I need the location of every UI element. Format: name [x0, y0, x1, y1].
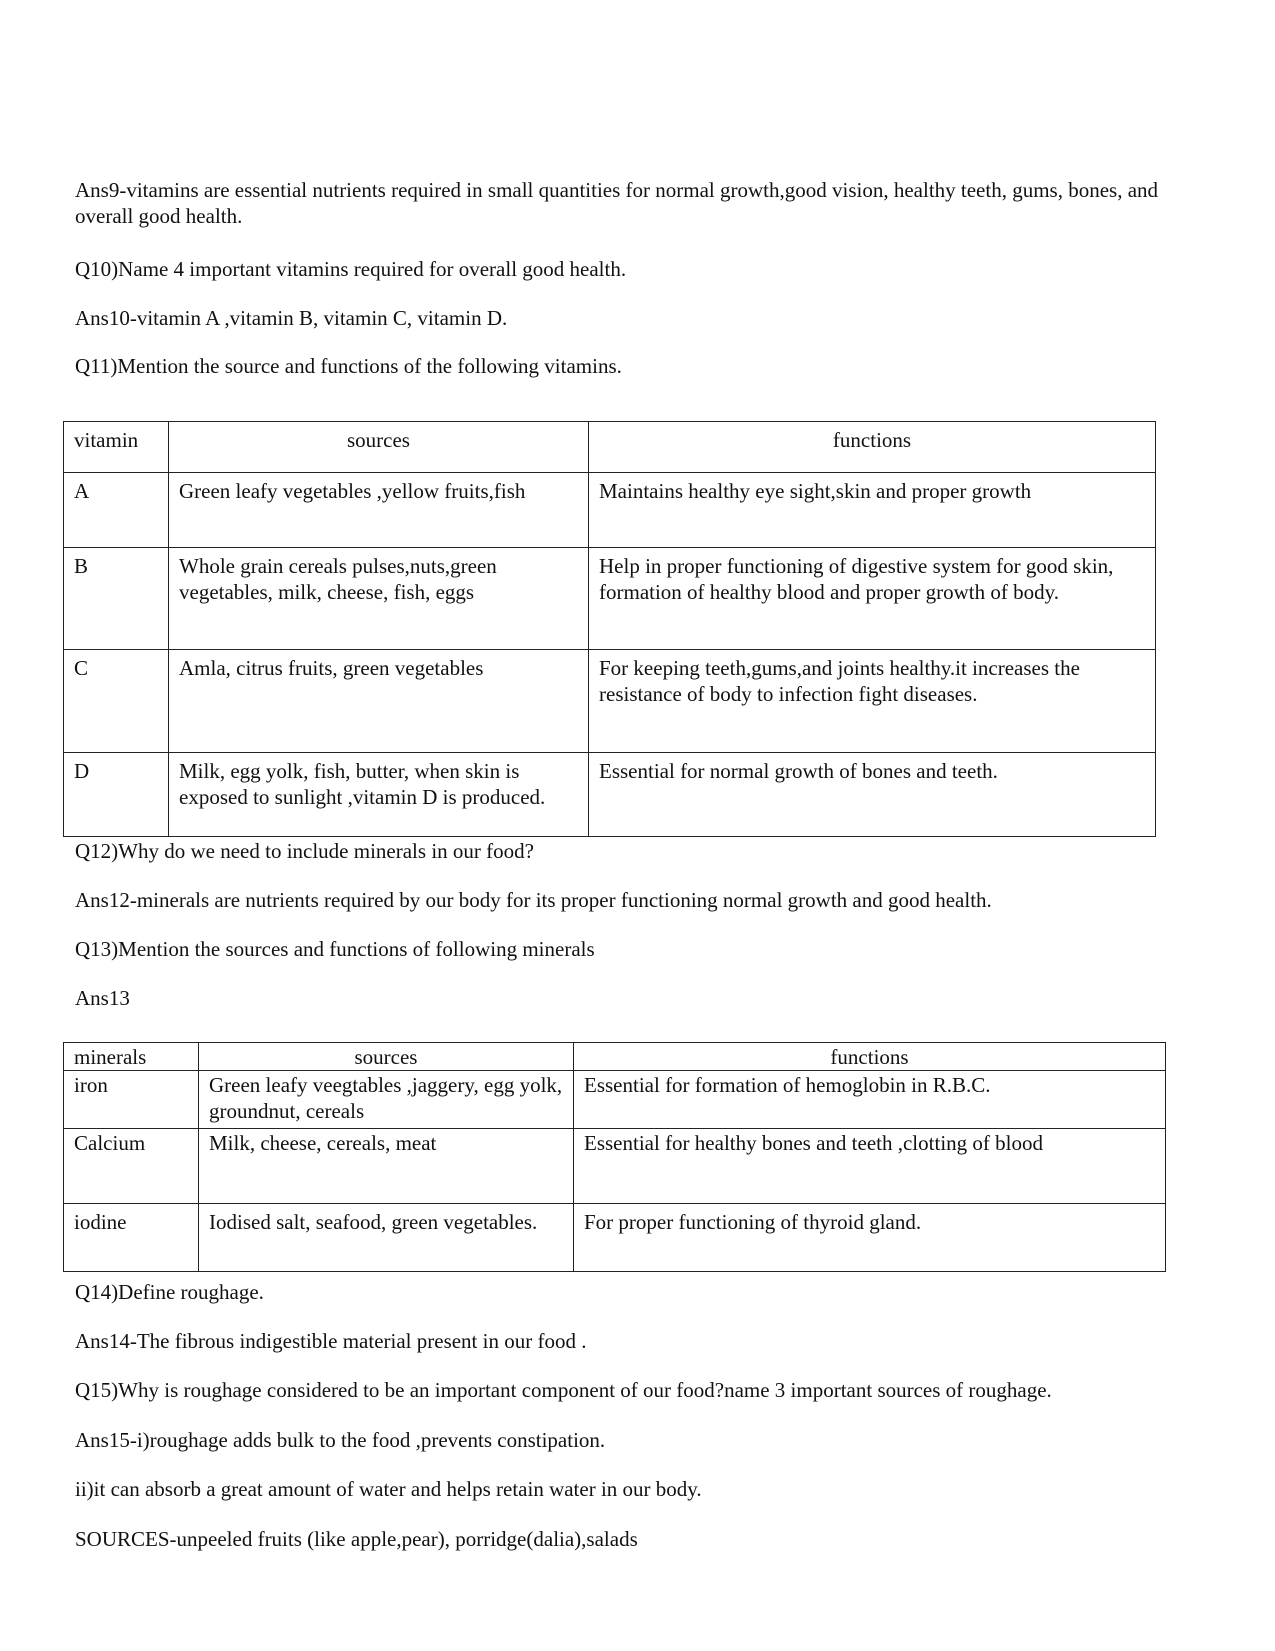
vitamin-name: A: [64, 473, 169, 548]
mineral-functions: Essential for healthy bones and teeth ,clotting of blood: [574, 1129, 1166, 1204]
roughage-sources: SOURCES-unpeeled fruits (like apple,pear), porridge(dalia),salads: [75, 1527, 638, 1551]
mineral-name: iodine: [64, 1204, 199, 1272]
table-row: [64, 1071, 1166, 1129]
vitamin-functions: Maintains healthy eye sight,skin and proper growth: [589, 473, 1156, 548]
vitamin-name: C: [64, 650, 169, 753]
mineral-name: iron: [64, 1071, 199, 1129]
header-vitamin: vitamin: [64, 422, 169, 473]
answer-15-part-1: Ans15-i)roughage adds bulk to the food ,prevents constipation.: [75, 1428, 606, 1452]
vitamin-sources: Amla, citrus fruits, green vegetables: [169, 650, 589, 753]
vitamin-name: B: [64, 548, 169, 650]
header-functions: functions: [574, 1043, 1166, 1071]
mineral-functions: Essential for formation of hemoglobin in R.B.C.: [574, 1071, 1166, 1129]
header-sources: sources: [169, 422, 589, 473]
question-14: Q14)Define roughage.: [75, 1280, 264, 1304]
mineral-name: Calcium: [64, 1129, 199, 1204]
mineral-sources: Milk, cheese, cereals, meat: [199, 1129, 574, 1204]
answer-15-part-2: ii)it can absorb a great amount of water and helps retain water in our body.: [75, 1477, 702, 1501]
vitamins-table: [63, 421, 1156, 837]
mineral-sources: Iodised salt, seafood, green vegetables.: [199, 1204, 574, 1272]
table-row: [64, 473, 1156, 548]
mineral-sources: Green leafy veegtables ,jaggery, egg yolk, groundnut, cereals: [199, 1071, 574, 1129]
question-12: Q12)Why do we need to include minerals in our food?: [75, 839, 534, 863]
table-row: [64, 753, 1156, 837]
vitamin-functions: Essential for normal growth of bones and teeth.: [589, 753, 1156, 837]
table-row: [64, 1204, 1166, 1272]
answer-14: Ans14-The fibrous indigestible material present in our food .: [75, 1329, 587, 1353]
vitamin-sources: Green leafy vegetables ,yellow fruits,fish: [169, 473, 589, 548]
vitamin-sources: Whole grain cereals pulses,nuts,green vegetables, milk, cheese, fish, eggs: [169, 548, 589, 650]
vitamin-name: D: [64, 753, 169, 837]
mineral-functions: For proper functioning of thyroid gland.: [574, 1204, 1166, 1272]
table-row: [64, 650, 1156, 753]
table-row: [64, 1129, 1166, 1204]
answer-12: Ans12-minerals are nutrients required by our body for its proper functioning normal growth and good health.: [75, 888, 992, 912]
question-10: Q10)Name 4 important vitamins required for overall good health.: [75, 257, 627, 281]
header-sources: sources: [199, 1043, 574, 1071]
vitamin-functions: For keeping teeth,gums,and joints healthy.it increases the resistance of body to infection fight diseases.: [589, 650, 1156, 753]
vitamin-functions: Help in proper functioning of digestive system for good skin, formation of healthy blood and proper growth of body.: [589, 548, 1156, 650]
question-15: Q15)Why is roughage considered to be an important component of our food?name 3 important sources of roughage.: [75, 1378, 1052, 1402]
answer-10: Ans10-vitamin A ,vitamin B, vitamin C, vitamin D.: [75, 306, 508, 330]
question-11: Q11)Mention the source and functions of the following vitamins.: [75, 354, 622, 378]
header-minerals: minerals: [64, 1043, 199, 1071]
vitamin-sources: Milk, egg yolk, fish, butter, when skin is exposed to sunlight ,vitamin D is produced.: [169, 753, 589, 837]
vitamins-header-row: [64, 422, 1156, 473]
table-row: [64, 548, 1156, 650]
minerals-header-row: [64, 1043, 1166, 1071]
minerals-table: [63, 1042, 1166, 1272]
answer-9: Ans9-vitamins are essential nutrients required in small quantities for normal growth,good vision, healthy teeth, gums, bones, and overall good health.: [75, 178, 1159, 228]
question-13: Q13)Mention the sources and functions of following minerals: [75, 937, 595, 961]
header-functions: functions: [589, 422, 1156, 473]
answer-13: Ans13: [75, 986, 130, 1010]
